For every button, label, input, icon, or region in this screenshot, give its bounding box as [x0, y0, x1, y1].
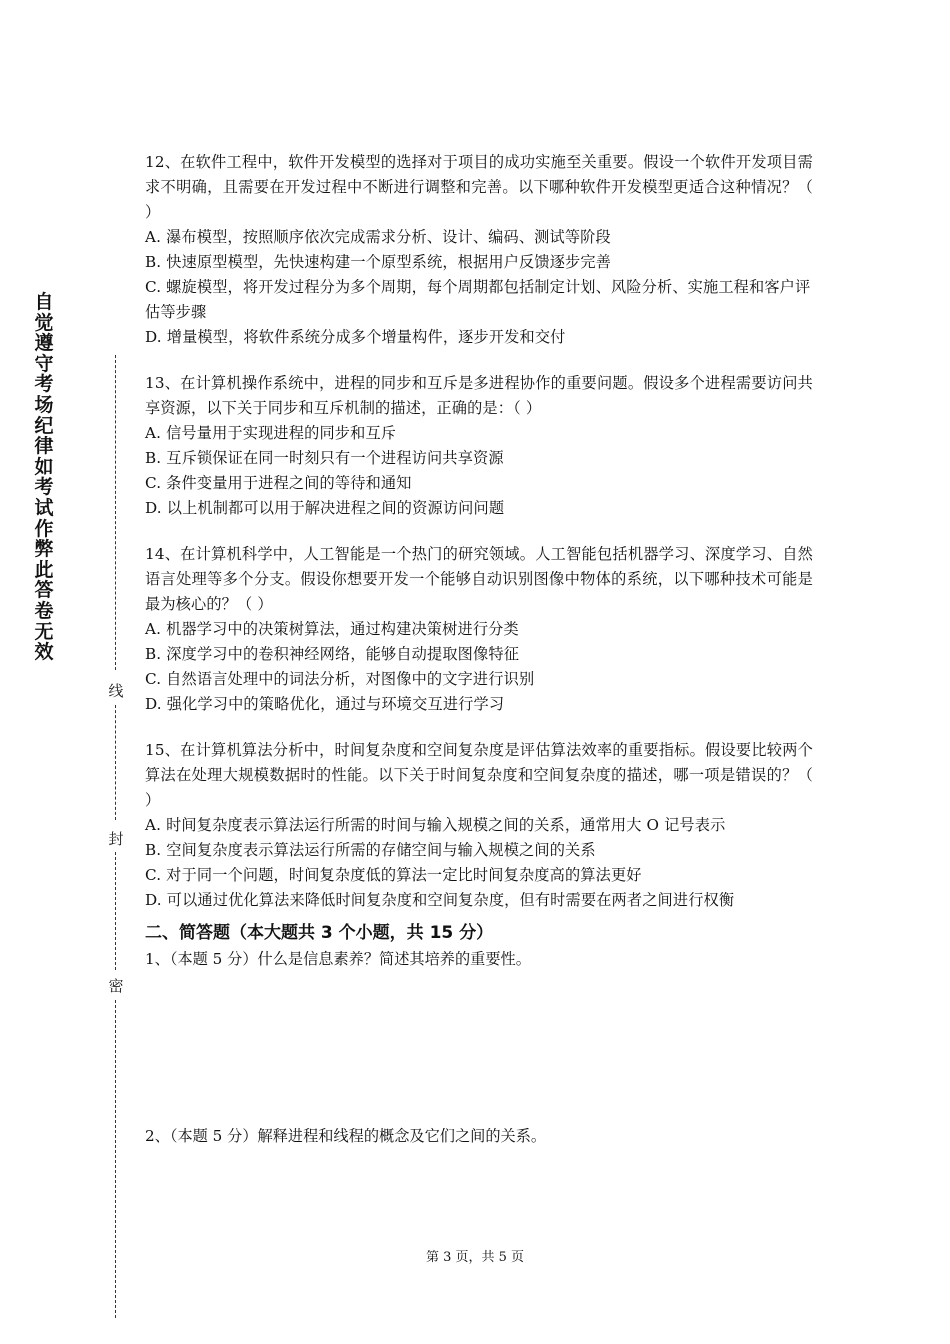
- exam-content: [145, 150, 813, 1149]
- option-d: D. 可以通过优化算法来降低时间复杂度和空间复杂度，但有时需要在两者之间进行权衡: [145, 891, 735, 909]
- question-15: [145, 738, 813, 913]
- option-d: D. 以上机制都可以用于解决进程之间的资源访问问题: [145, 499, 505, 517]
- binding-dashed-line-top: [115, 355, 116, 670]
- question-stem: 14、在计算机科学中，人工智能是一个热门的研究领域。人工智能包括机器学习、深度学习、自然语言处理等多个分支。假设你想要开发一个能够自动识别图像中物体的系统，以下哪种技术可能是最为核心的？（ ）: [145, 545, 813, 613]
- option-b: B. 快速原型模型，先快速构建一个原型系统，根据用户反馈逐步完善: [145, 253, 612, 271]
- page-number-footer: 第 3 页，共 5 页: [425, 1250, 525, 1265]
- option-c: C. 对于同一个问题，时间复杂度低的算法一定比时间复杂度高的算法更好: [145, 866, 642, 884]
- option-a: A. 信号量用于实现进程的同步和互斥: [145, 424, 397, 442]
- binding-dashed-line-bottom: [115, 1000, 116, 1318]
- question-12: [145, 150, 813, 350]
- option-a: A. 机器学习中的决策树算法，通过构建决策树进行分类: [145, 620, 519, 638]
- option-a: A. 瀑布模型，按照顺序依次完成需求分析、设计、编码、测试等阶段: [145, 228, 611, 246]
- option-b: B. 互斥锁保证在同一时刻只有一个进程访问共享资源: [145, 449, 504, 467]
- short-answer-question-1: 1、（本题 5 分）什么是信息素养？简述其培养的重要性。: [145, 950, 531, 968]
- section-title-short-answer: 二、简答题（本大题共 3 个小题，共 15 分）: [145, 923, 494, 943]
- binding-dashed-line-lower: [115, 852, 116, 970]
- option-c: C. 自然语言处理中的词法分析，对图像中的文字进行识别: [145, 670, 535, 688]
- binding-dashed-line-middle: [115, 705, 116, 820]
- short-answer-question-2: 2、（本题 5 分）解释进程和线程的概念及它们之间的关系。: [145, 1127, 547, 1145]
- question-stem: 15、在计算机算法分析中，时间复杂度和空间复杂度是评估算法效率的重要指标。假设要比较两个算法在处理大规模数据时的性能。以下关于时间复杂度和空间复杂度的描述，哪一项是错误的？（ ）: [145, 741, 813, 809]
- question-14: [145, 542, 813, 717]
- binding-line-label: 线: [105, 680, 127, 701]
- binding-secret-label: 密: [105, 975, 127, 996]
- option-b: B. 深度学习中的卷积神经网络，能够自动提取图像特征: [145, 645, 520, 663]
- option-b: B. 空间复杂度表示算法运行所需的存储空间与输入规模之间的关系: [145, 841, 596, 859]
- question-stem: 12、在软件工程中，软件开发模型的选择对于项目的成功实施至关重要。假设一个软件开发项目需求不明确，且需要在开发过程中不断进行调整和完善。以下哪种软件开发模型更适合这种情况？（ ）: [145, 153, 813, 221]
- question-13: [145, 371, 813, 521]
- question-stem: 13、在计算机操作系统中，进程的同步和互斥是多进程协作的重要问题。假设多个进程需要访问共享资源，以下关于同步和互斥机制的描述，正确的是：（ ）: [145, 374, 813, 417]
- binding-seal-label: 封: [105, 828, 127, 849]
- option-a: A. 时间复杂度表示算法运行所需的时间与输入规模之间的关系，通常用大 O 记号表示: [145, 816, 726, 834]
- option-c: C. 螺旋模型，将开发过程分为多个周期，每个周期都包括制定计划、风险分析、实施工程和客户评估等步骤: [145, 278, 811, 321]
- option-d: D. 增量模型，将软件系统分成多个增量构件，逐步开发和交付: [145, 328, 566, 346]
- exam-discipline-warning: 自觉遵守考场纪律如考试作弊此答卷无效: [34, 291, 54, 664]
- option-c: C. 条件变量用于进程之间的等待和通知: [145, 474, 412, 492]
- option-d: D. 强化学习中的策略优化，通过与环境交互进行学习: [145, 695, 505, 713]
